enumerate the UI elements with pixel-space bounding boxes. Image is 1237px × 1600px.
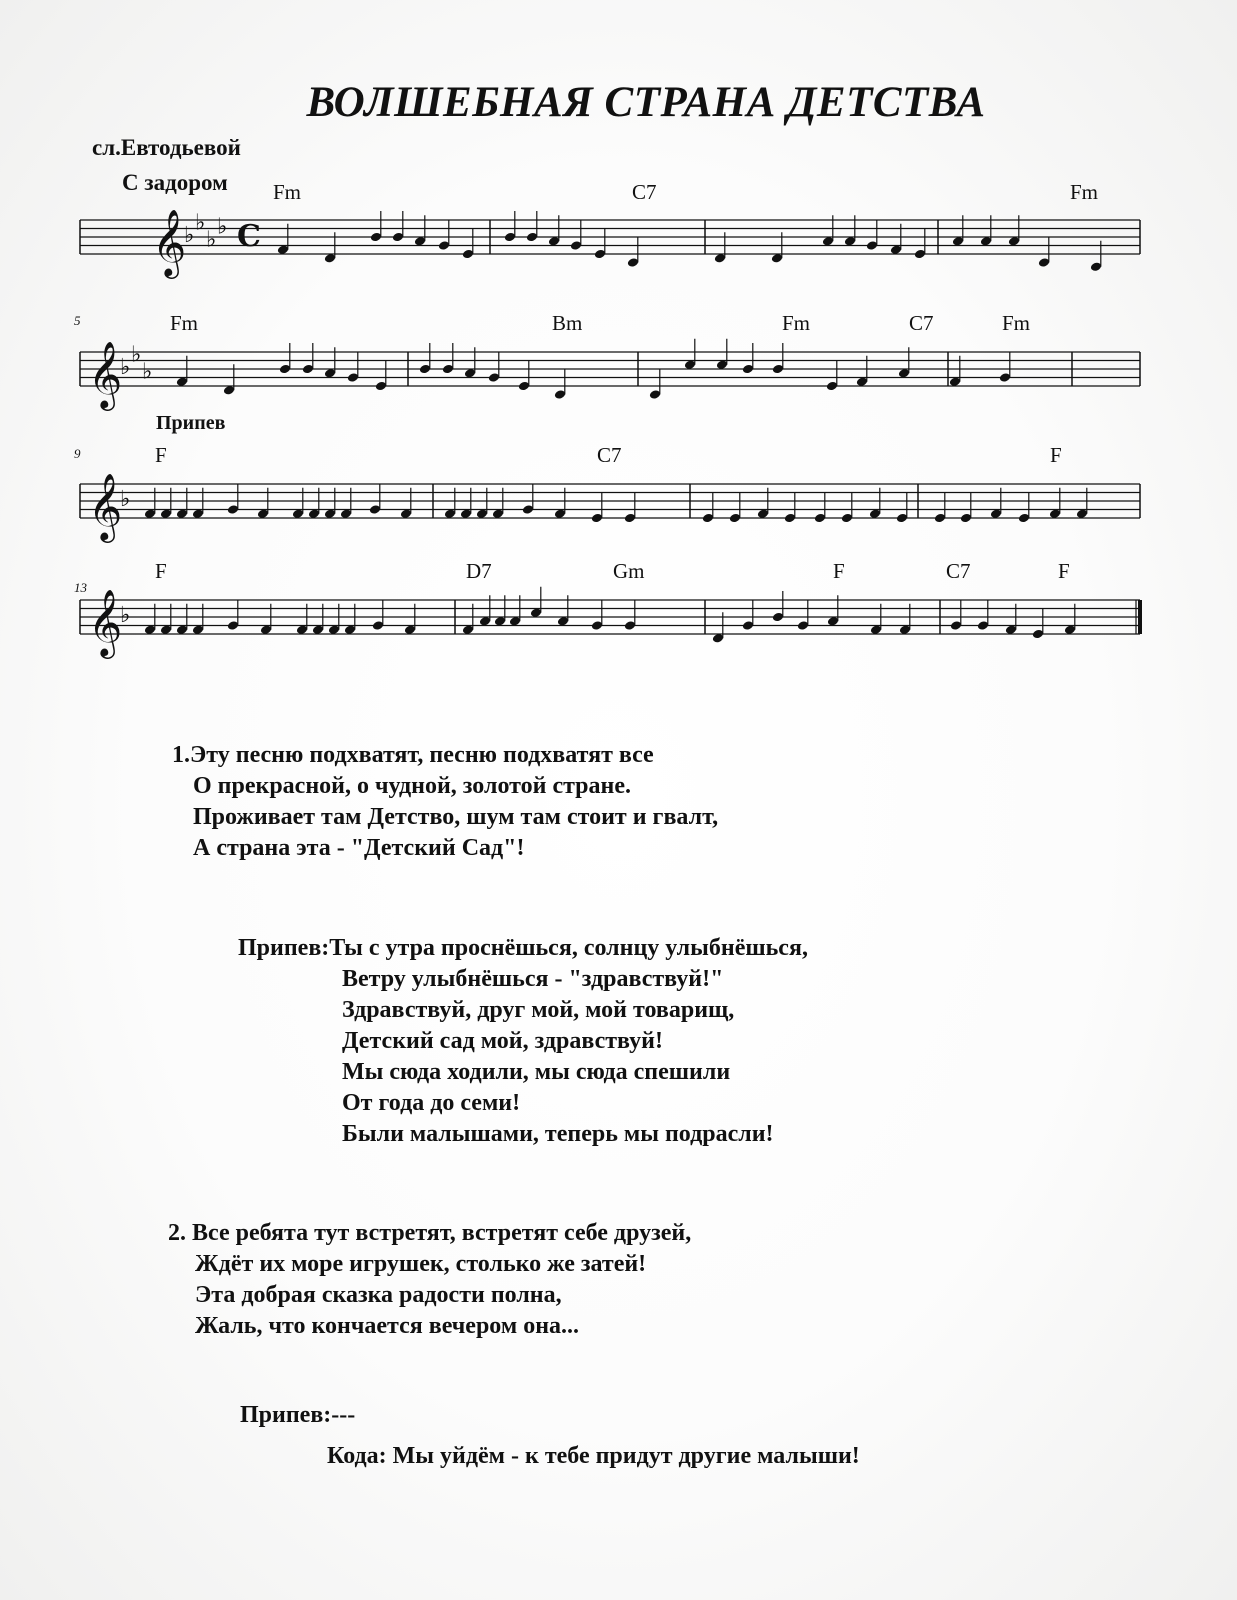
verse-line: Здравствуй, друг мой, мой товарищ, — [342, 997, 735, 1023]
chord-symbol: C7 — [909, 311, 934, 335]
music-notation — [0, 0, 1237, 700]
flat-accidental-icon: ♭ — [184, 223, 195, 248]
flat-accidental-icon: ♭ — [217, 214, 228, 240]
tempo-marking: С задором — [122, 170, 228, 195]
verse-line: Жаль, что кончается вечером она... — [195, 1313, 580, 1339]
refrain-label: Припев — [156, 412, 226, 434]
verse-line: О прекрасной, о чудной, золотой стране. — [193, 773, 631, 799]
chord-symbol: F — [155, 559, 167, 583]
verse-2 — [168, 1218, 691, 1342]
chord-symbol: F — [1058, 559, 1070, 583]
chorus-repeat: Припев:--- — [240, 1402, 356, 1428]
treble-clef-icon: 𝄞 — [88, 588, 123, 656]
measure-number: 13 — [74, 580, 87, 595]
chord-symbol: Fm — [273, 180, 302, 204]
flat-accidental-icon: ♭ — [131, 342, 142, 368]
verse-line: Эта добрая сказка радости полна, — [195, 1282, 562, 1308]
lyricist-credit: сл.Евтодьевой — [92, 135, 241, 160]
measure-number: 9 — [74, 446, 81, 461]
flat-accidental-icon: ♭ — [195, 210, 206, 236]
verse-line: Проживает там Детство, шум там стоит и гвалт, — [193, 804, 719, 830]
flat-accidental-icon: ♭ — [120, 355, 131, 380]
verse-line: А страна эта - "Детский Сад"! — [193, 835, 525, 861]
flat-accidental-icon: ♭ — [120, 603, 131, 628]
verse-line: Детский сад мой, здравствуй! — [342, 1028, 663, 1054]
chord-symbol: C7 — [597, 443, 622, 467]
flat-accidental-icon: ♭ — [120, 487, 131, 512]
chord-symbol: C7 — [946, 559, 971, 583]
verse-line: От года до семи! — [342, 1090, 521, 1116]
chord-symbol: Fm — [782, 311, 811, 335]
measure-number: 5 — [74, 313, 81, 328]
song-title: ВОЛШЕБНАЯ СТРАНА ДЕТСТВА — [306, 79, 986, 126]
chord-symbol: Bm — [552, 311, 583, 335]
chord-symbol: Fm — [1070, 180, 1099, 204]
verse-line: 2. Все ребята тут встретят, встретят себе друзей, — [168, 1220, 692, 1246]
verse-line: Ветру улыбнёшься - "здравствуй!" — [342, 966, 724, 992]
treble-clef-icon: 𝄞 — [88, 340, 123, 408]
chord-symbol: Fm — [170, 311, 199, 335]
flat-accidental-icon: ♭ — [142, 359, 153, 385]
chord-symbol: F — [1050, 443, 1062, 467]
coda: Кода: Мы уйдём - к тебе придут другие малыши! — [327, 1443, 860, 1469]
verse-line: 1.Эту песню подхватят, песню подхватят все — [172, 742, 654, 768]
verse-line: Ты с утра проснёшься, солнцу улыбнёшься, — [329, 935, 808, 961]
chord-symbol: Fm — [1002, 311, 1031, 335]
chorus-label: Припев: — [238, 935, 330, 961]
flat-accidental-icon: ♭ — [206, 227, 217, 253]
chord-symbol: F — [155, 443, 167, 467]
verse-1 — [172, 740, 718, 864]
chord-symbol: Gm — [613, 559, 645, 583]
chorus — [238, 933, 808, 1150]
common-time-icon: C — [237, 219, 261, 254]
chord-symbol: D7 — [466, 559, 492, 583]
verse-line: Мы сюда ходили, мы сюда спешили — [342, 1059, 731, 1085]
verse-line: Ждёт их море игрушек, столько же затей! — [195, 1251, 647, 1277]
chord-symbol: F — [833, 559, 845, 583]
treble-clef-icon: 𝄞 — [88, 472, 123, 540]
treble-clef-icon: 𝄞 — [152, 208, 187, 276]
chord-symbol: C7 — [632, 180, 657, 204]
verse-line: Были малышами, теперь мы подрасли! — [342, 1121, 774, 1147]
